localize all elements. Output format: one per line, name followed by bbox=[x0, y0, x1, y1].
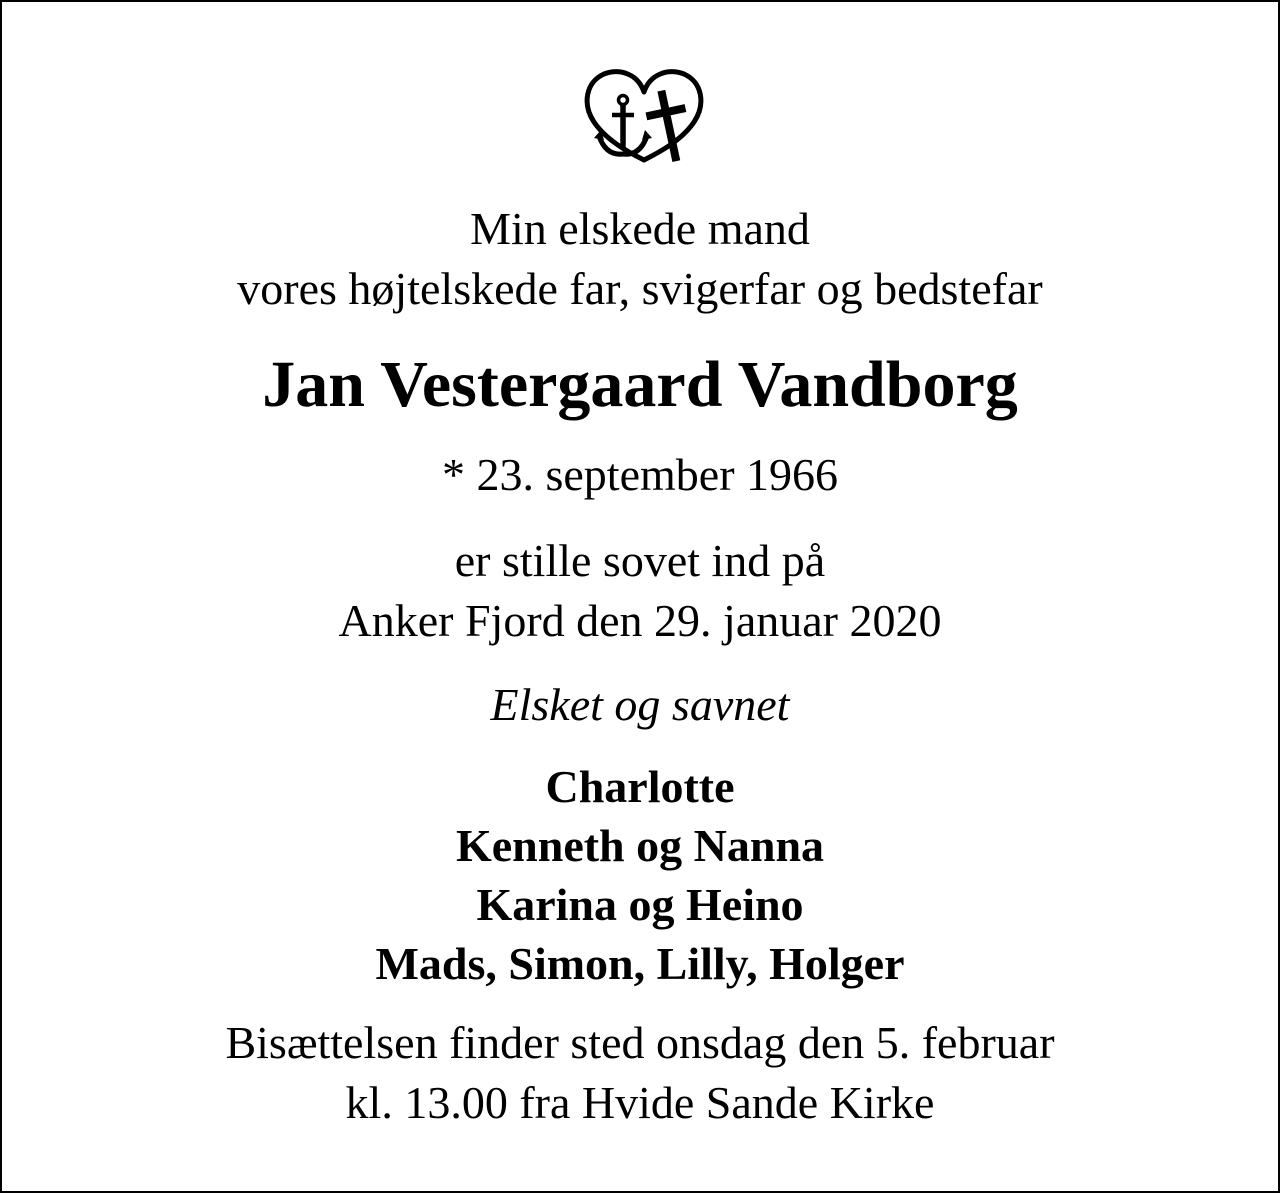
death-line-2: Anker Fjord den 29. januar 2020 bbox=[338, 595, 942, 646]
family-member: Charlotte bbox=[545, 761, 735, 812]
intro-line-1: Min elskede mand bbox=[470, 203, 810, 254]
service-line-1: Bisættelsen finder sted onsdag den 5. februar bbox=[225, 1017, 1055, 1068]
heart-anchor-cross-icon bbox=[582, 64, 706, 164]
birth-date: * 23. september 1966 bbox=[441, 449, 839, 500]
deceased-name: Jan Vestergaard Vandborg bbox=[262, 348, 1018, 421]
service-line-2: kl. 13.00 fra Hvide Sande Kirke bbox=[345, 1077, 935, 1128]
family-member: Kenneth og Nanna bbox=[455, 820, 825, 871]
death-line-1: er stille sovet ind på bbox=[454, 535, 826, 586]
family-member: Mads, Simon, Lilly, Holger bbox=[375, 938, 905, 989]
tagline: Elsket og savnet bbox=[490, 679, 790, 730]
family-member: Karina og Heino bbox=[476, 879, 804, 930]
intro-line-2: vores højtelskede far, svigerfar og bedstefar bbox=[237, 263, 1043, 314]
